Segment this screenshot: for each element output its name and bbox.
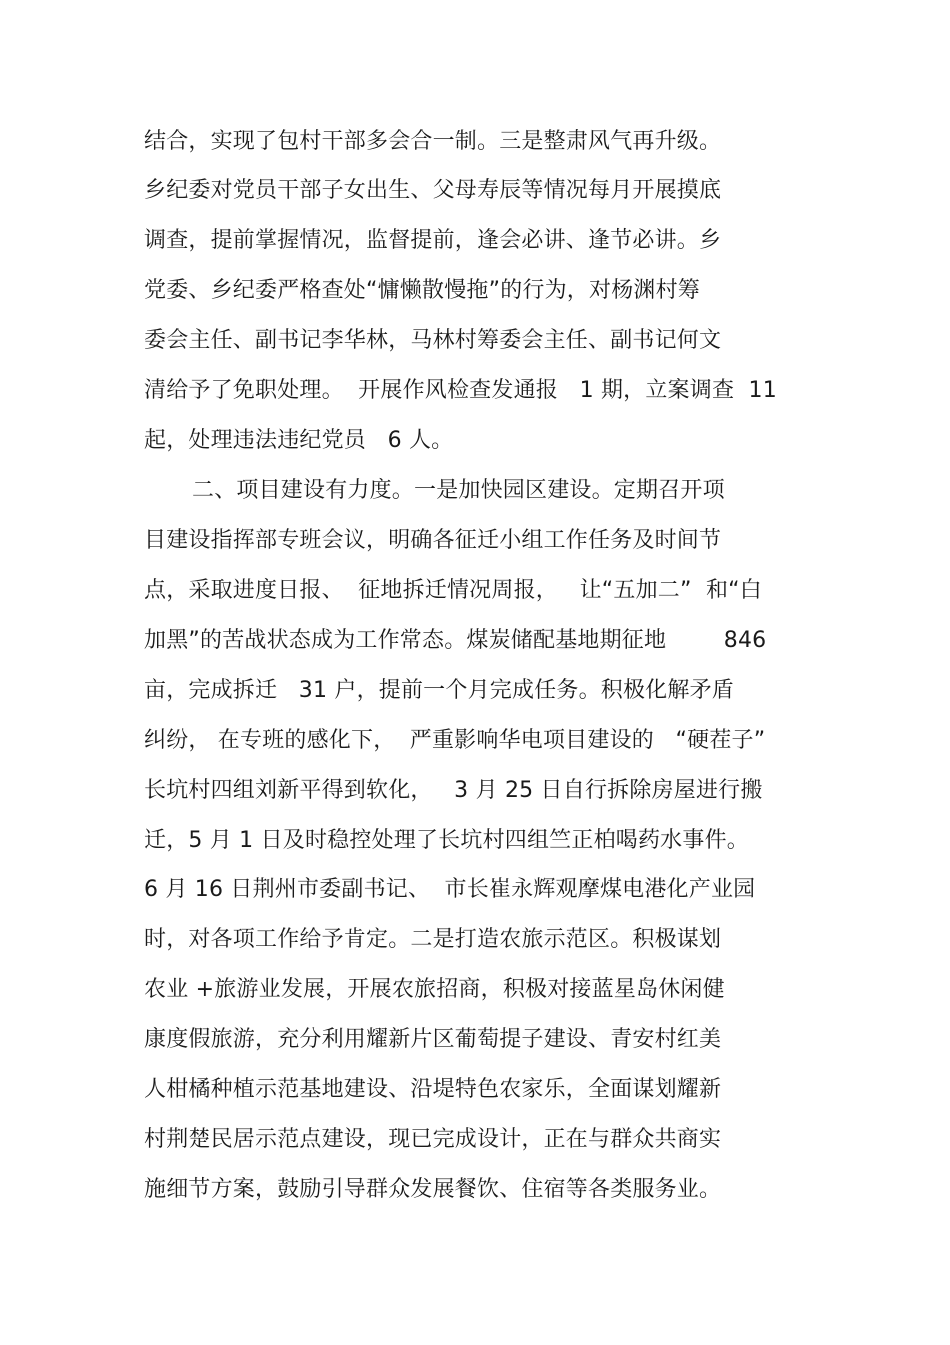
text-line: 纠纷， 在专班的感化下， 严重影响华电项目建设的 “硬茬子” [144,728,766,753]
text-line: 人柑橘种植示范基地建设、沿堤特色农家乐，全面谋划耀新 [144,1077,722,1102]
text-line: 亩，完成拆迁 31 户，提前一个月完成任务。积极化解矛盾 [144,678,734,703]
text-line: 起，处理违法违纪党员 6 人。 [144,428,454,453]
text-line: 农业 +旅游业发展，开展农旅招商，积极对接蓝星岛休闲健 [144,977,725,1002]
text-line: 结合，实现了包村干部多会合一制。三是整肃风气再升级。 [144,129,722,154]
text-line: 点，采取进度日报、 征地拆迁情况周报， 让“五加二” 和“白 [144,578,762,603]
text-line: 目建设指挥部专班会议，明确各征迁小组工作任务及时间节 [144,528,722,553]
text-line: 时，对各项工作给予肯定。二是打造农旅示范区。积极谋划 [144,927,722,952]
paragraph-start-line: 二、项目建设有力度。一是加快园区建设。定期召开项 [192,478,725,503]
text-line: 施细节方案，鼓励引导群众发展餐饮、住宿等各类服务业。 [144,1177,722,1202]
text-line: 乡纪委对党员干部子女出生、父母寿辰等情况每月开展摸底 [144,178,722,203]
text-line: 康度假旅游，充分利用耀新片区葡萄提子建设、青安村红美 [144,1027,722,1052]
text-line: 调查，提前掌握情况，监督提前，逢会必讲、逢节必讲。乡 [144,228,722,253]
text-line: 长坑村四组刘新平得到软化， 3 月 25 日自行拆除房屋进行搬 [144,778,763,803]
text-line: 村荆楚民居示范点建设，现已完成设计，正在与群众共商实 [144,1127,722,1152]
text-line: 清给予了免职处理。 开展作风检查发通报 1 期，立案调查 11 [144,378,777,403]
text-line: 迁，5 月 1 日及时稳控处理了长坑村四组竺正柏喝药水事件。 [144,828,749,853]
text-line: 加黑”的苦战状态成为工作常态。煤炭储配基地期征地 846 [144,628,767,653]
text-line: 委会主任、副书记李华林，马林村筹委会主任、副书记何文 [144,328,722,353]
text-line: 党委、乡纪委严格查处“慵懒散慢拖”的行为，对杨渊村筹 [144,278,700,303]
text-line: 6 月 16 日荆州市委副书记、 市长崔永辉观摩煤电港化产业园 [144,877,756,902]
